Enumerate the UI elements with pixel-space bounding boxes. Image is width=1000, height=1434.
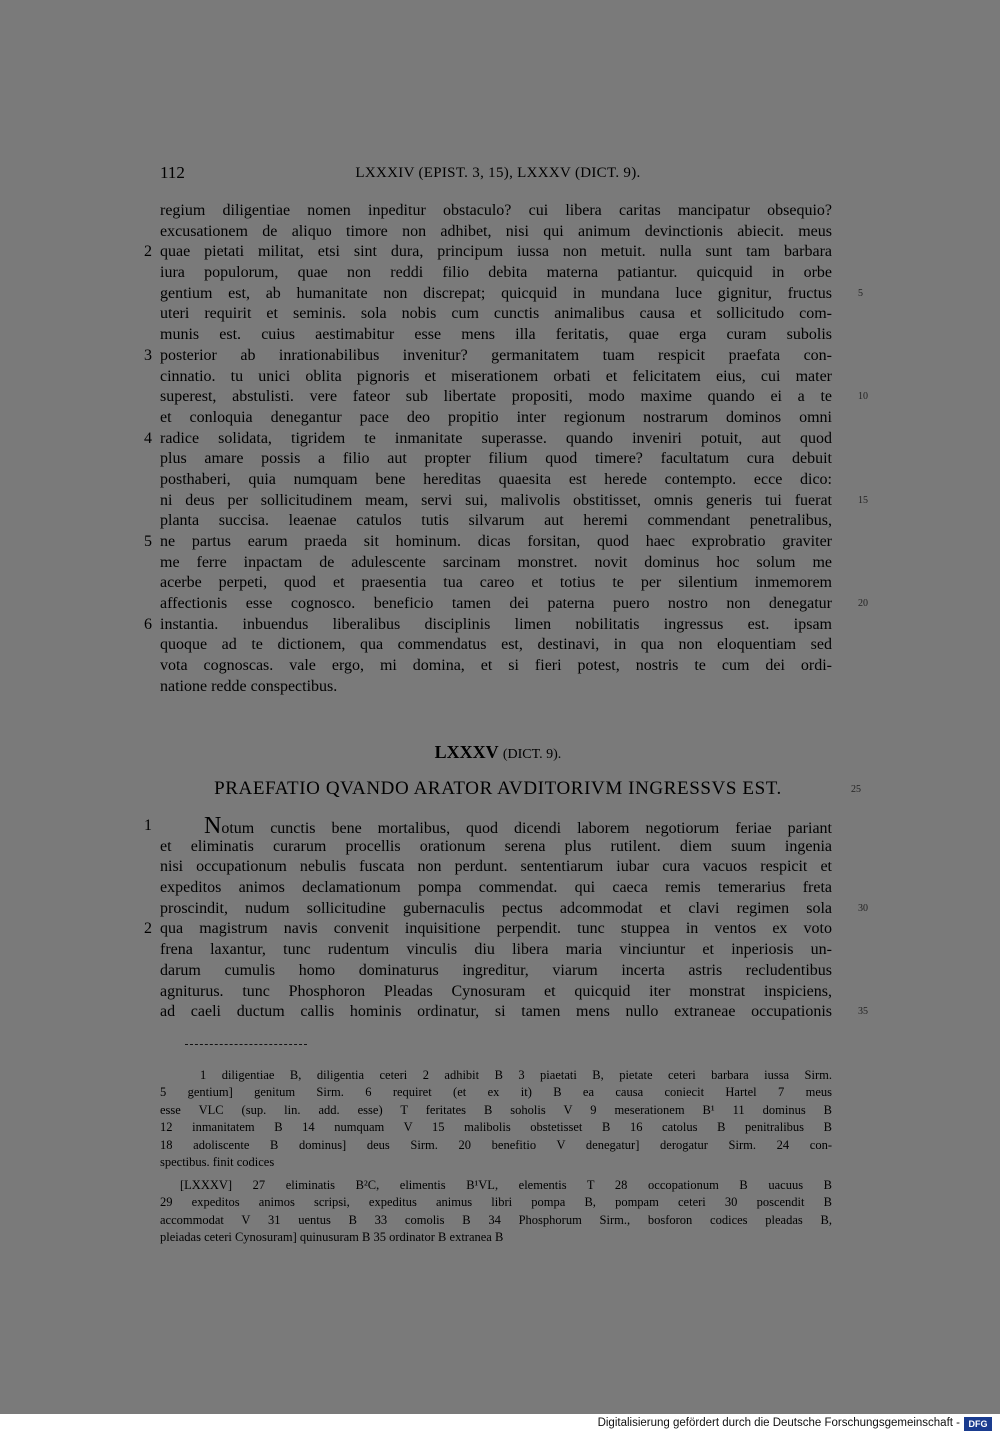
line-number: 10 xyxy=(858,391,868,403)
page-number: 112 xyxy=(160,163,185,182)
apparatus-line: 12 inmanitatem B 14 numquam V 15 malibolis obstetisset B 16 catolus B penitralibus B xyxy=(160,1120,832,1135)
text-line xyxy=(160,1002,868,1023)
text-line xyxy=(160,491,868,512)
text-line xyxy=(160,222,832,243)
text-line xyxy=(160,511,832,532)
text-line xyxy=(160,961,832,982)
line-text: vota cognoscas. vale ergo, mi domina, et si fieri potest, nostris te cum dei ordi- xyxy=(160,657,832,675)
line-text: ad caeli ductum callis hominis ordinatur, si tamen mens nullo extraneae occupationis xyxy=(160,1003,832,1021)
line-text: me ferre inpactam de adulescente sarcinam monstret. novit dominus hoc solum me xyxy=(160,553,832,571)
drop-capital: N xyxy=(204,813,222,839)
dfg-logo: DFG xyxy=(964,1417,992,1431)
text-line xyxy=(160,201,832,222)
apparatus-criticus-84 xyxy=(160,1067,832,1171)
line-text: superest, abstulisti. vere fateor sub libertate propositi, modo maxime quando ei a te xyxy=(160,388,832,406)
line-text: excusationem de aliquo timore non adhibet, nisi qui animum devinctionis abiecit. meus xyxy=(160,222,832,240)
text-line xyxy=(160,656,832,677)
text-line xyxy=(160,470,832,491)
line-text: frena laxantur, tunc rudentum vinculis diu libera maria vinciuntur et inperiosis un- xyxy=(160,941,832,959)
section-marker: 2 xyxy=(144,920,152,938)
apparatus-line: spectibus. finit codices xyxy=(160,1154,275,1169)
text-line xyxy=(160,677,832,698)
line-text: planta succisa. leaenae catulos tutis silvarum aut heremi commendant penetralibus, xyxy=(160,512,832,530)
line-text: proscindit, nudum sollicitudine gubernaculis pectus adcommodat et clavi regimen sola xyxy=(160,899,832,917)
line-text: uteri requirit et seminis. sola nobis cum cunctis animalibus causa et sollicitudo com- xyxy=(160,305,832,323)
text-line xyxy=(160,982,832,1003)
apparatus-line: pleiadas ceteri Cynosuram] quinusuram B 35 ordinator B extranea B xyxy=(160,1230,504,1245)
apparatus-line: 29 expeditos animos scripsi, expeditus animus libri pompa B, pompam ceteri 30 poscendit B xyxy=(160,1195,832,1210)
line-text: posthaberi, quia numquam bene hereditas quaesita est herede contempto. ecce dico: xyxy=(160,470,832,488)
line-text: cinnatio. tu unici oblita pignoris et miserationem orbati et felicitatem eius, cui mater xyxy=(160,367,832,385)
line-text: et eliminatis curarum procellis orationum serena plus rutilent. diem suum ingenia xyxy=(160,837,832,855)
apparatus-line: accommodat V 31 uentus B 33 comolis B 34 Phosphorum Sirm., bosforon codices pleadas B, xyxy=(160,1212,832,1227)
section-marker: 5 xyxy=(144,533,152,550)
letter-84-body xyxy=(144,201,868,698)
dict-9-body xyxy=(144,813,868,1023)
apparatus-line: [LXXXV] 27 eliminatis B²C, elimentis B¹VL, elementis T 28 occopationum B uacuus B xyxy=(180,1178,832,1192)
line-text: agniturus. tunc Phosphoron Pleadas Cynosuram et quicquid iter monstrat inspiciens, xyxy=(160,982,832,1000)
text-line xyxy=(144,429,832,450)
line-text: affectionis esse cognosco. beneficio tamen dei paterna puero nostro non denegatur xyxy=(160,595,832,613)
text-line xyxy=(144,615,832,636)
text-line xyxy=(160,284,863,305)
text-line xyxy=(144,346,832,367)
text-line xyxy=(160,263,832,284)
page-header xyxy=(160,163,836,185)
text-line xyxy=(160,940,832,961)
apparatus-criticus-85 xyxy=(160,1177,832,1247)
heading-line-number: 25 xyxy=(851,784,861,795)
text-line xyxy=(160,387,868,408)
line-text: quoque ad te dictionem, qua commendatus est, destinavi, in qua non eloquentiam sed xyxy=(160,636,832,654)
line-text: et conloquia denegantur pace deo propitio inter regionum nostrarum dominos omni xyxy=(160,408,832,426)
line-text: natione redde conspectibus. xyxy=(160,677,338,695)
line-text: ni deus per sollicitudinem meam, servi sui, malivolis obstitisset, omnis generis tui fuerat xyxy=(160,491,832,509)
funding-note: Digitalisierung gefördert durch die Deutsche Forschungsgemeinschaft - xyxy=(597,1417,960,1429)
text-line xyxy=(160,304,832,325)
line-text: nisi occupationum nebulis fuscata non perdunt. sententiarum iubar cura vacuos respicit et xyxy=(160,858,832,876)
section-marker: 3 xyxy=(144,346,152,364)
text-line xyxy=(144,813,832,839)
line-text: regium diligentiae nomen inpeditur obstaculo? cui libera caritas mancipatur obsequio? xyxy=(160,202,832,219)
text-line xyxy=(160,899,868,920)
text-line xyxy=(160,594,868,615)
footnote-divider xyxy=(185,1044,307,1046)
text-line xyxy=(144,242,832,263)
text-line xyxy=(160,837,832,858)
line-text: radice solidata, tigridem te inmanitate superasse. quando inveniri potuit, aut quod xyxy=(160,429,832,447)
text-line xyxy=(160,449,832,470)
apparatus-line: 5 gentium] genitum Sirm. 6 requiret (et ex it) B ea causa coniecit Hartel 7 meus xyxy=(160,1085,832,1100)
line-text: qua magistrum navis convenit inquisitione perpendit. tunc stuppea in ventos ex voto xyxy=(160,920,832,938)
line-text: instantia. inbuendus liberalibus disciplinis limen nobilitatis ingressus est. ipsam xyxy=(160,615,832,633)
text-line xyxy=(160,408,832,429)
line-number: 15 xyxy=(858,494,868,506)
section-marker: 2 xyxy=(144,243,152,261)
text-line xyxy=(144,532,832,553)
line-text: posterior ab inrationabilibus invenitur? germanitatem tuam respicit praefata con- xyxy=(160,346,832,364)
line-number: 20 xyxy=(858,598,868,610)
text-line xyxy=(160,878,832,899)
section-number-roman: LXXXV xyxy=(434,742,499,762)
line-number: 5 xyxy=(858,287,863,299)
line-number: 30 xyxy=(858,902,868,914)
text-line xyxy=(160,857,832,878)
text-line xyxy=(144,919,832,940)
line-text: munis est. cuius aestimabitur esse mens illa feritatis, quae erga curam subolis xyxy=(160,326,832,344)
section-number-suffix: (DICT. 9). xyxy=(502,747,562,762)
line-text: quae pietati militat, etsi sint dura, principum iussa non metuit. nulla sunt tam barbara xyxy=(160,243,832,261)
line-text: ne partus earum praeda sit hominum. dicas forsitan, quod haec exprobratio graviter xyxy=(160,533,832,550)
apparatus-line: 1 diligentiae B, diligentia ceteri 2 adhibit B 3 piaetati B, pietate ceteri barbara iussa Sirm. xyxy=(200,1068,832,1082)
section-number xyxy=(160,742,836,763)
text-line xyxy=(160,325,832,346)
line-text: otum cunctis bene mortalibus, quod dicendi laborem negotiorum feriae pariant xyxy=(221,820,832,837)
line-text: plus amare possis a filio aut propter filium quod timere? facultatum cura debuit xyxy=(160,450,832,468)
section-marker: 1 xyxy=(144,817,152,834)
section-marker: 6 xyxy=(144,615,152,633)
text-line xyxy=(160,553,832,574)
apparatus-line: 18 adoliscente B dominus] deus Sirm. 20 benefitio V denegatur] derogatur Sirm. 24 con- xyxy=(160,1137,832,1152)
line-text: acerbe perpeti, quod et praesentia tua careo et totius te per silentium inmemorem xyxy=(160,574,832,592)
section-heading: PRAEFATIO QVANDO ARATOR AVDITORIVM INGRESSVS EST. xyxy=(214,778,782,799)
text-line xyxy=(160,367,832,388)
apparatus-line: esse VLC (sup. lin. add. esse) T feritates B soholis V 9 meserationem B¹ 11 dominus B xyxy=(160,1102,832,1117)
section-marker: 4 xyxy=(144,429,152,447)
line-text: darum cumulis homo dominaturus ingreditur, viarum incerta astris recludentibus xyxy=(160,961,832,979)
running-title: LXXXIV (EPIST. 3, 15), LXXXV (DICT. 9). xyxy=(355,165,641,181)
text-line xyxy=(160,573,832,594)
line-text: iura populorum, quae non reddi filio debita materna patiantur. quicquid in orbe xyxy=(160,264,832,282)
line-number: 35 xyxy=(858,1006,868,1018)
line-text: gentium est, ab humanitate non discrepat; quicquid in mundana luce gignitur, fructus xyxy=(160,284,832,302)
text-line xyxy=(160,635,832,656)
line-text: expeditos animos declamationum pompa commendat. qui caeca remis temerarius freta xyxy=(160,879,832,897)
digitization-footer xyxy=(0,1414,1000,1434)
